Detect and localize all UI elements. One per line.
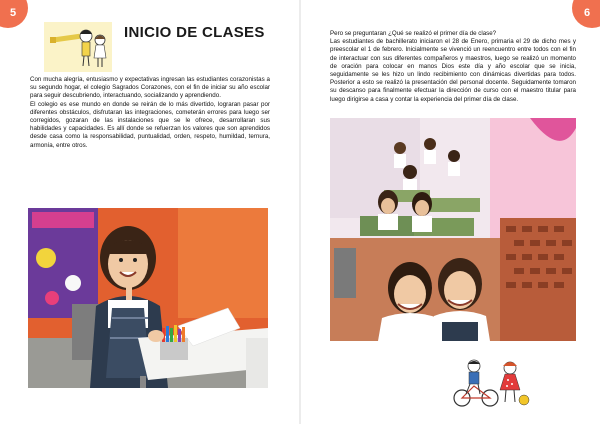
paragraph: Las estudiantes de bachillerato iniciaron el 28 de Enero, primaria el 29 de dicho mes y preescolar el 1 de febrero. Inicialmente se vivenció un reencuentro entre todos con el fin de interactuar con sus diferentes compañeros y maestros, luego se realizó un momento de oración para colocar en manos Dios este día y año escolar que se inicia, seguidamente se les hizo un lindo recibimiento con dinámicas divertidas para todos. Posterior a esto se realizó la presentación del personal docente. Seguidamente tomaron su descanso para finalmente efectuar la dirección de curso con el maestro titular para luego dirigirse a casa y contar la experiencia del primer día de clase. <box>330 38 576 103</box>
paragraph: El colegio es ese mundo en donde se reirán de lo más divertido, lograran pasar por diferentes obstáculos, disfrutaran las integraciones, cometerán errores para luego ser corregidos, gozaran de las instalaciones que se le ofrece, desarrollaran sus habilidades y capacidades. Es allí donde se refuerzan los valores que son aprendidos desde casa como la responsabilidad, puntualidad, orden, respeto, humildad, ternura, armonía, entre otros. <box>30 100 270 149</box>
page-title: INICIO DE CLASES <box>124 24 265 41</box>
classroom-students-photo <box>330 118 576 341</box>
kids-bicycle-illustration-icon <box>450 356 530 408</box>
paragraph: Pero se preguntaran ¿Qué se realizó el primer día de clase? <box>330 30 497 37</box>
kids-telescope-illustration-icon <box>44 22 112 72</box>
right-article-text <box>330 30 576 104</box>
page-number-badge-left <box>0 0 28 28</box>
page-number-right: 6 <box>583 7 591 19</box>
page-number-badge-right <box>572 0 600 28</box>
left-article-text <box>30 76 270 150</box>
paragraph: Con mucha alegría, entusiasmo y expectativas ingresan las estudiantes corazonistas a su segundo hogar, el colegio Sagrados Corazones, con el fin de iniciar su año escolar para seguir descubriendo, interactuando, socializando y aprendiendo. <box>30 76 270 100</box>
student-drawing-photo <box>28 208 268 388</box>
page-number-left: 5 <box>9 7 17 19</box>
right-page <box>300 0 600 424</box>
